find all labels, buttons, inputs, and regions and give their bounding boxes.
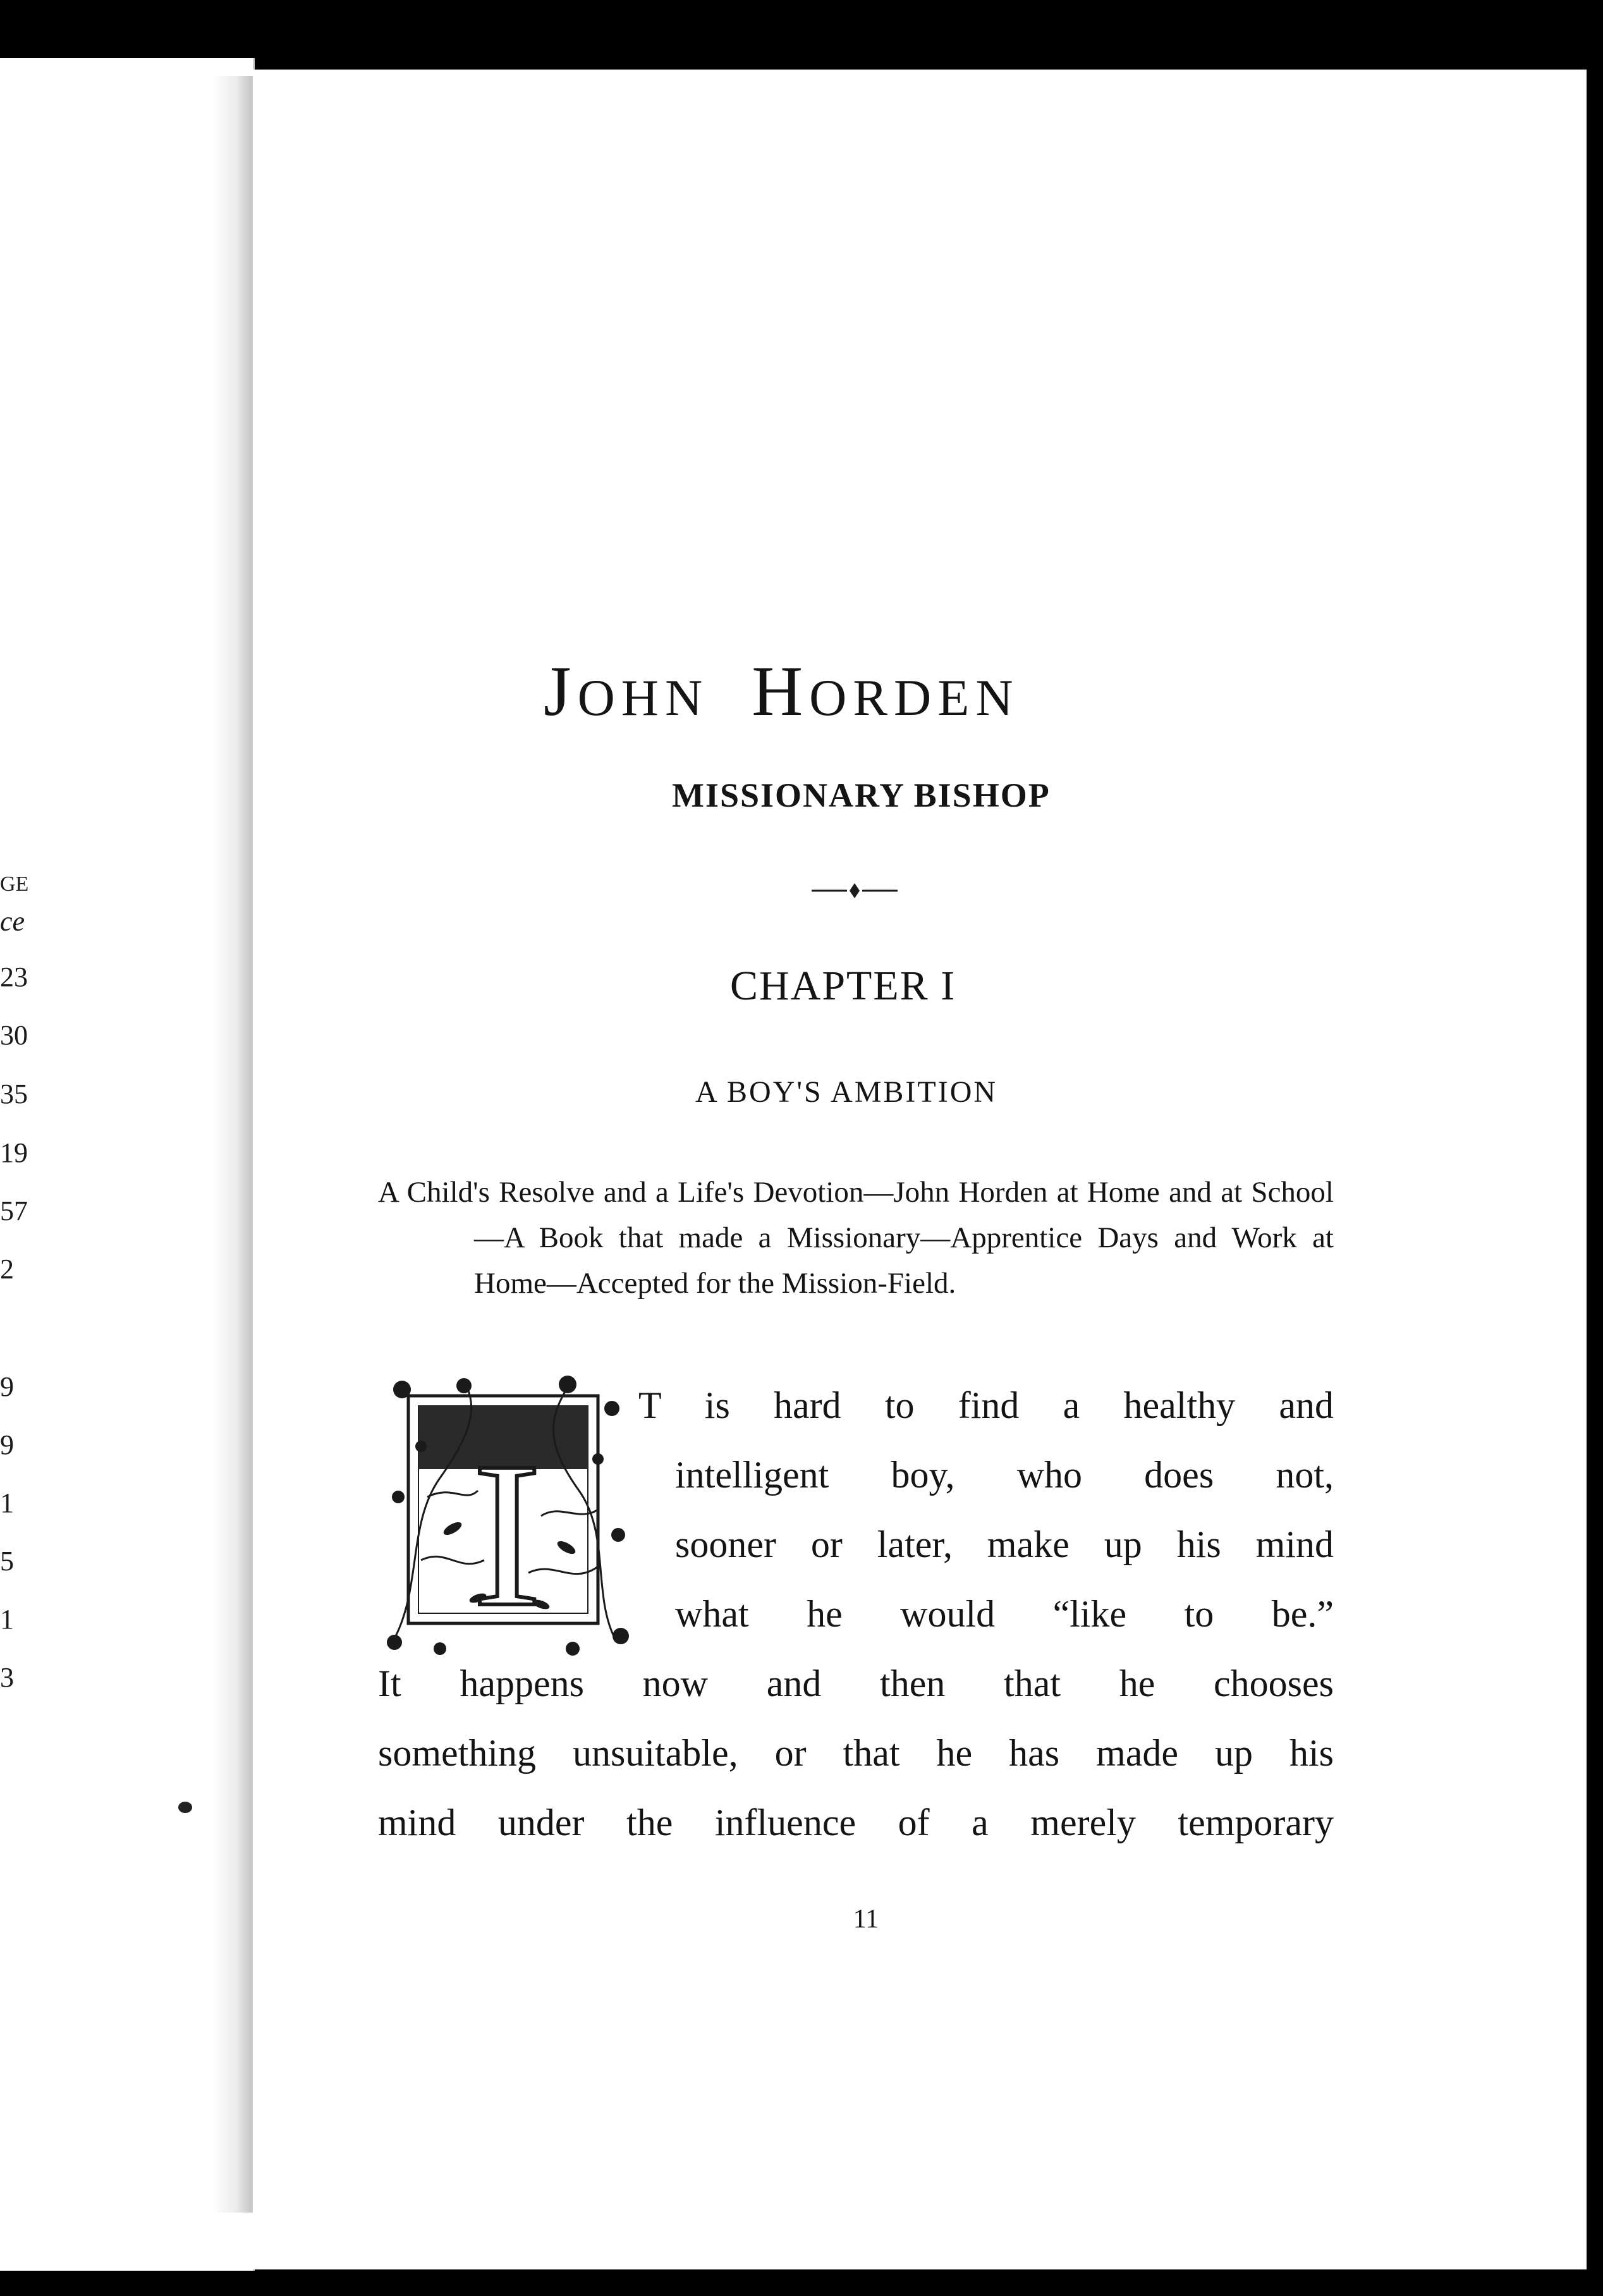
margin-fragment: 5: [0, 1546, 14, 1577]
body-line: something unsuitable, or that he has made up his: [378, 1732, 1334, 1774]
margin-fragment: 23: [0, 962, 28, 992]
drop-cap-letter: I: [472, 1419, 542, 1650]
section-ornament: [812, 881, 898, 900]
body-line: what he would “like to be.”: [675, 1593, 1334, 1635]
body-line: sooner or later, make up his mind: [675, 1524, 1334, 1565]
chapter-synopsis: [378, 1169, 1334, 1306]
margin-fragment: 2: [0, 1254, 14, 1285]
margin-fragment: ce: [0, 906, 25, 937]
chapter-title: A BOY'S AMBITION: [695, 1075, 998, 1109]
book-subtitle: MISSIONARY BISHOP: [672, 776, 1051, 814]
body-line: intelligent boy, who does not,: [675, 1454, 1334, 1496]
synopsis-text: A Child's Resolve and a Life's Devotion—John Horden at Home and at School—A Book that made a Missionary—Apprentice Days and Work at Home—Accepted for the Mission-Field.: [378, 1176, 1334, 1300]
margin-fragment: 9: [0, 1429, 14, 1460]
margin-fragment: 35: [0, 1078, 28, 1109]
ink-smudge: [178, 1802, 192, 1813]
body-line: mind under the influence of a merely temporary: [378, 1802, 1334, 1843]
book-title: [544, 651, 1176, 733]
margin-fragment: 1: [0, 1487, 14, 1518]
margin-fragment: 30: [0, 1020, 28, 1051]
margin-fragment: 19: [0, 1137, 28, 1168]
body-line: T is hard to find a healthy and: [638, 1384, 1334, 1426]
chapter-body: [378, 1384, 1334, 1857]
margin-fragment: 9: [0, 1371, 14, 1402]
margin-fragment: 1: [0, 1604, 14, 1635]
title-initial: J: [544, 652, 578, 731]
title-initial: H: [752, 652, 810, 731]
body-line: It happens now and then that he chooses: [378, 1663, 1334, 1704]
title-word: OHN: [577, 669, 709, 726]
page-number: 11: [853, 1905, 879, 1934]
title-word: ORDEN: [809, 669, 1020, 726]
margin-fragment: GE: [0, 872, 29, 896]
margin-fragment: 3: [0, 1662, 14, 1693]
chapter-heading: CHAPTER I: [730, 963, 956, 1009]
margin-fragment: 57: [0, 1195, 28, 1226]
